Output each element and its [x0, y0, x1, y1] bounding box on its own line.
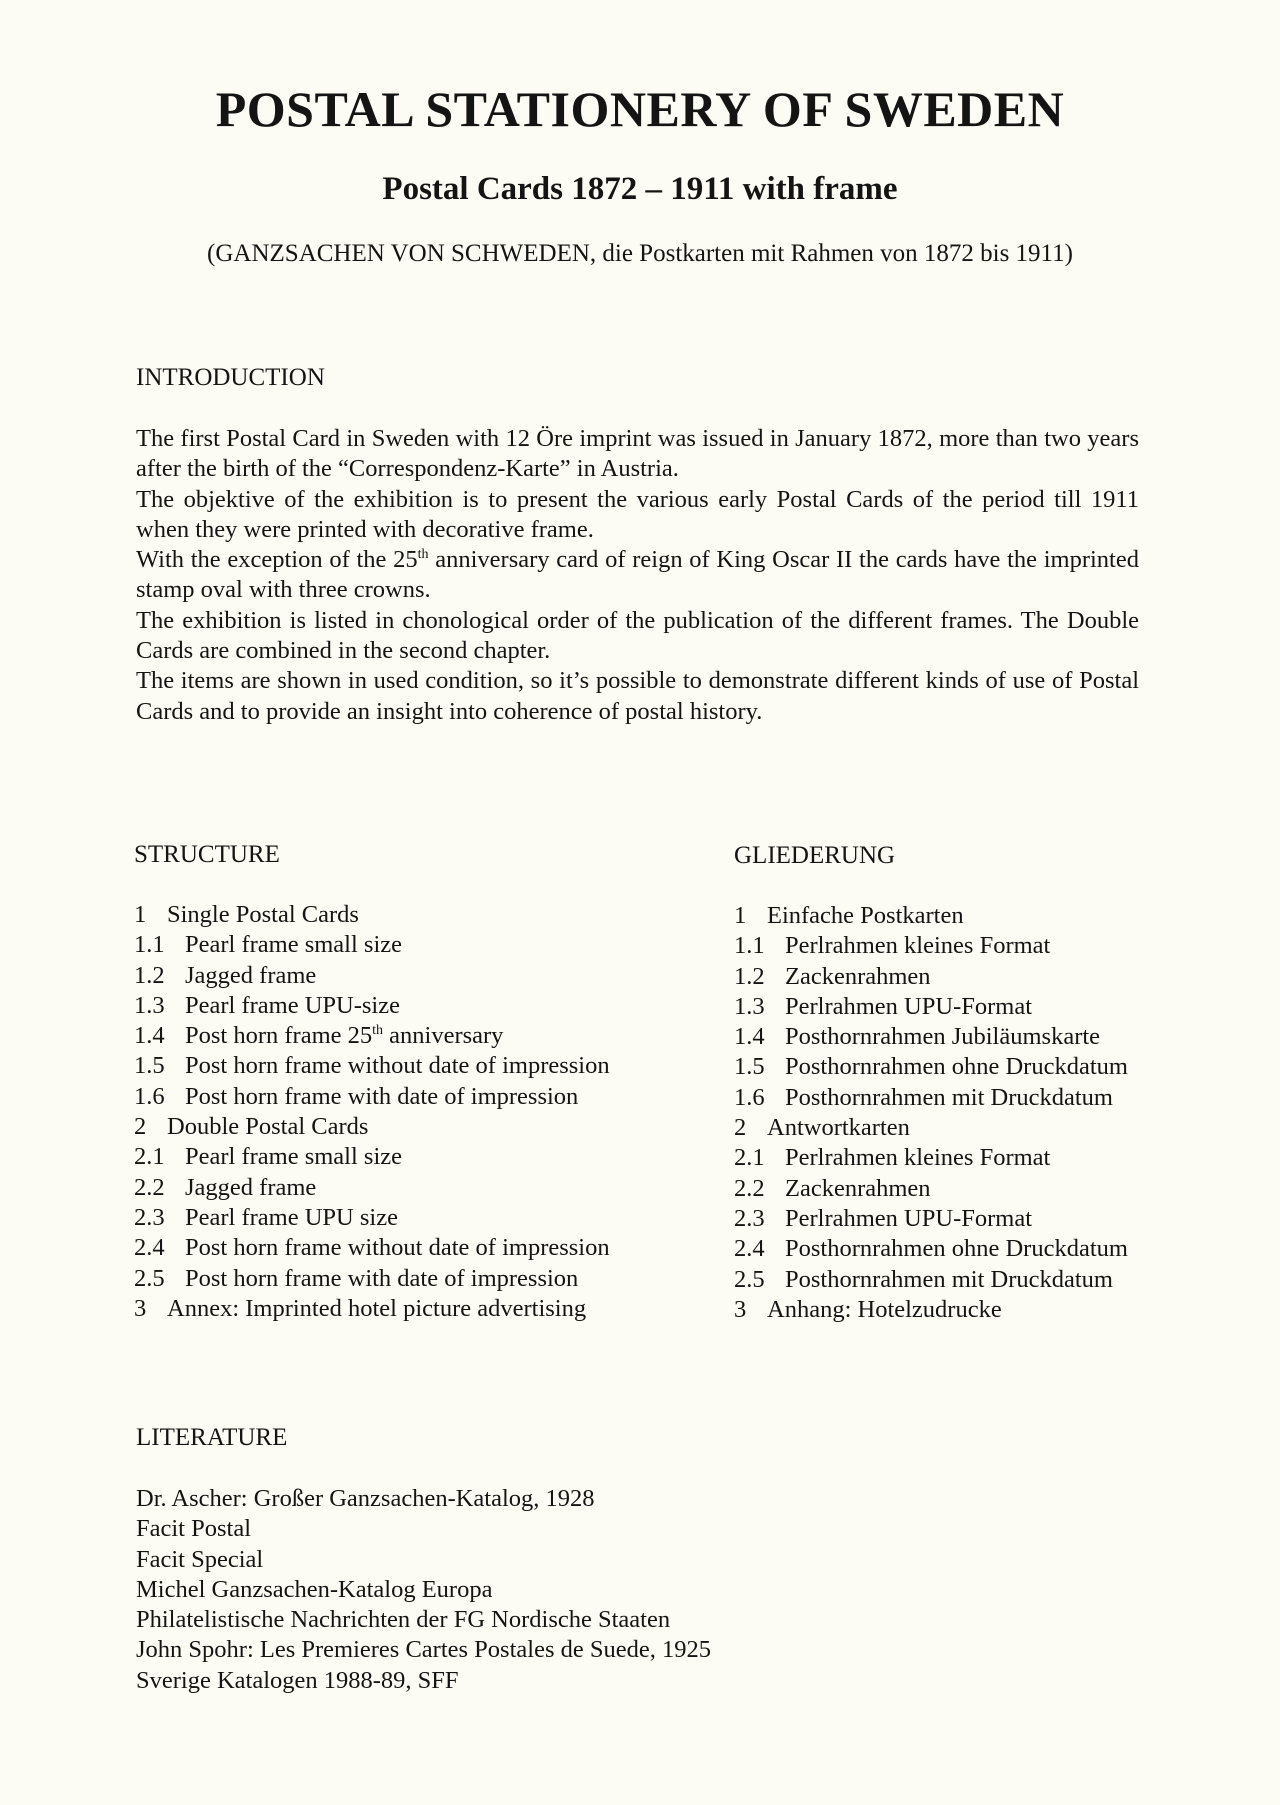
list-item	[134, 1173, 610, 1203]
list-item	[734, 962, 1128, 992]
item-number: 3	[734, 1295, 747, 1323]
item-number: 2.2	[734, 1174, 765, 1202]
list-item	[734, 1265, 1128, 1295]
item-number: 1.2	[134, 961, 165, 989]
item-label: Einfache Postkarten	[767, 902, 964, 929]
intro-paragraph: The exhibition is listed in chonological order of the publication of the different frames. The Double Cards are combined in the second chapter.	[136, 606, 1139, 665]
page-title: POSTAL STATIONERY OF SWEDEN	[215, 81, 1065, 137]
list-item	[734, 1083, 1128, 1113]
list-item	[134, 1142, 610, 1172]
item-number: 1.4	[134, 1022, 165, 1050]
list-item	[134, 1082, 610, 1112]
list-item	[734, 992, 1128, 1022]
list-item	[734, 901, 1128, 931]
item-label: Pearl frame UPU size	[185, 1203, 398, 1231]
intro-text: anniversary card of reign of King Oscar II the cards have the imprinted stamp oval with three crowns.	[136, 546, 1139, 604]
item-number: 1.5	[734, 1053, 765, 1081]
list-item	[134, 1294, 610, 1324]
item-number: 2.3	[734, 1204, 765, 1232]
item-number: 2.4	[134, 1234, 165, 1262]
item-number: 2	[734, 1114, 747, 1142]
item-label: Antwortkarten	[767, 1114, 910, 1142]
introduction-heading: INTRODUCTION	[136, 364, 325, 391]
intro-paragraph: The first Postal Card in Sweden with 12 Öre imprint was issued in January 1872, more than two years after the birth of the “Correspondenz-Karte” in Austria.	[136, 425, 1139, 483]
list-item	[134, 1051, 610, 1081]
item-label: Posthornrahmen mit Druckdatum	[785, 1083, 1113, 1111]
item-label: Zackenrahmen	[785, 1174, 931, 1202]
intro-text: With the exception of the 25	[136, 546, 418, 574]
literature-item: Michel Ganzsachen-Katalog Europa	[136, 1575, 493, 1603]
german-title: (GANZSACHEN VON SCHWEDEN, die Postkarten mit Rahmen von 1872 bis 1911)	[207, 240, 1073, 267]
literature-item: Facit Special	[136, 1545, 264, 1573]
item-number: 2.2	[134, 1173, 165, 1201]
literature-item: Sverige Katalogen 1988-89, SFF	[136, 1666, 459, 1694]
item-number: 1.3	[134, 991, 165, 1019]
gliederung-heading: GLIEDERUNG	[734, 842, 896, 869]
intro-paragraph	[136, 545, 1139, 606]
structure-list	[134, 900, 610, 1324]
item-label: Jagged frame	[185, 1173, 317, 1201]
structure-heading: STRUCTURE	[134, 841, 280, 868]
item-number: 1.6	[734, 1083, 765, 1111]
item-number: 1.5	[134, 1052, 165, 1080]
item-label: Perlrahmen UPU-Format	[785, 992, 1032, 1020]
item-label: Posthornrahmen Jubiläumskarte	[785, 1023, 1101, 1051]
literature-heading: LITERATURE	[136, 1424, 288, 1451]
list-item	[734, 1022, 1128, 1052]
item-label: Post horn frame without date of impression	[185, 1052, 610, 1080]
list-item	[134, 1021, 610, 1051]
item-label: Posthornrahmen ohne Druckdatum	[785, 1235, 1128, 1263]
item-label: Post horn frame without date of impression	[185, 1234, 610, 1262]
introduction-text	[136, 424, 1139, 727]
item-number: 2.5	[134, 1264, 165, 1292]
item-label: Annex: Imprinted hotel picture advertising	[167, 1294, 587, 1322]
item-label: Single Postal Cards	[167, 901, 359, 928]
list-item	[134, 961, 610, 991]
item-label: anniversary	[383, 1022, 504, 1050]
item-number: 2.1	[134, 1143, 165, 1171]
item-label: Jagged frame	[185, 961, 317, 989]
page-subtitle: Postal Cards 1872 – 1911 with frame	[382, 171, 898, 207]
item-label: Perlrahmen kleines Format	[785, 932, 1051, 960]
item-number: 1.3	[734, 992, 765, 1020]
literature-item: Facit Postal	[136, 1515, 252, 1543]
item-number: 2	[134, 1113, 147, 1141]
list-item	[134, 930, 610, 960]
literature-list	[136, 1484, 711, 1696]
item-number: 1	[134, 901, 147, 928]
item-number: 1	[734, 902, 747, 929]
ordinal-suffix: th	[417, 547, 429, 563]
item-label: Zackenrahmen	[785, 962, 931, 990]
list-item	[734, 1204, 1128, 1234]
list-item	[734, 1234, 1128, 1264]
item-number: 3	[134, 1294, 147, 1322]
list-item	[134, 1264, 610, 1294]
item-label: Pearl frame small size	[185, 1143, 403, 1171]
item-label: Double Postal Cards	[167, 1113, 369, 1141]
item-number: 2.5	[734, 1265, 765, 1293]
item-label: Post horn frame with date of impression	[185, 1264, 579, 1292]
literature-item: John Spohr: Les Premieres Cartes Postales de Suede, 1925	[136, 1636, 711, 1664]
list-item	[134, 900, 610, 930]
intro-paragraph: The items are shown in used condition, so it’s possible to demonstrate different kinds of use of Postal Cards and to provide an insight into coherence of postal history.	[136, 667, 1139, 725]
item-number: 1.4	[734, 1023, 765, 1051]
list-item	[734, 1174, 1128, 1204]
intro-paragraph: The objektive of the exhibition is to present the various early Postal Cards of the period till 1911 when they were printed with decorative frame.	[136, 485, 1139, 543]
literature-item: Dr. Ascher: Großer Ganzsachen-Katalog, 1928	[136, 1485, 595, 1512]
list-item	[734, 1143, 1128, 1173]
item-number: 2.4	[734, 1235, 765, 1263]
list-item	[134, 1112, 610, 1142]
item-number: 1.1	[734, 932, 765, 960]
list-item	[734, 1295, 1128, 1325]
item-label: Pearl frame small size	[185, 931, 403, 959]
item-number: 2.3	[134, 1203, 165, 1231]
ordinal-suffix: th	[372, 1023, 384, 1039]
item-number: 1.6	[134, 1082, 165, 1110]
item-label: Post horn frame with date of impression	[185, 1082, 579, 1110]
gliederung-list	[734, 901, 1128, 1325]
item-label: Anhang: Hotelzudrucke	[767, 1295, 1002, 1323]
item-label: Perlrahmen UPU-Format	[785, 1204, 1032, 1232]
item-number: 1.2	[734, 962, 765, 990]
item-label: Posthornrahmen mit Druckdatum	[785, 1265, 1113, 1293]
list-item	[734, 1113, 1128, 1143]
item-label: Posthornrahmen ohne Druckdatum	[785, 1053, 1128, 1081]
item-number: 2.1	[734, 1144, 765, 1172]
item-label: Perlrahmen kleines Format	[785, 1144, 1051, 1172]
list-item	[134, 1233, 610, 1263]
item-label: Pearl frame UPU-size	[185, 991, 400, 1019]
list-item	[734, 1052, 1128, 1082]
item-label: Post horn frame 25	[185, 1022, 373, 1050]
list-item	[134, 991, 610, 1021]
list-item	[134, 1203, 610, 1233]
item-number: 1.1	[134, 931, 165, 959]
literature-item: Philatelistische Nachrichten der FG Nordische Staaten	[136, 1606, 671, 1634]
list-item	[734, 931, 1128, 961]
